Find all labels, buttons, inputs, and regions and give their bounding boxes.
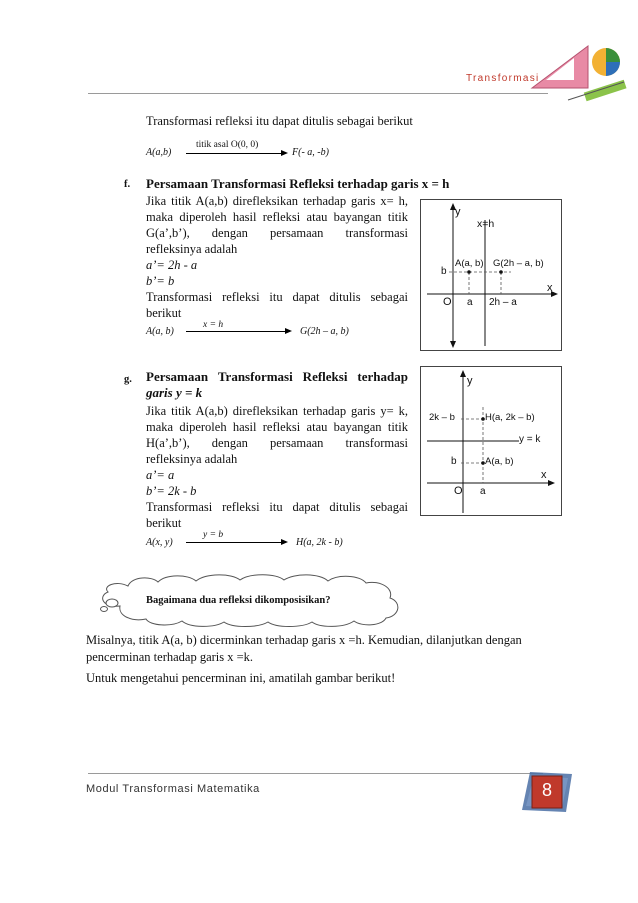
section-g-letter: g. <box>124 374 132 385</box>
intro-arrow-head <box>281 150 288 156</box>
section-f-line: berikut <box>146 306 182 320</box>
section-f-line: a’= 2h - a <box>146 258 198 272</box>
section-g-line: b’= 2k - b <box>146 484 197 498</box>
diagram-f-b-label: b <box>441 266 447 277</box>
section-g-map-label: y = b <box>203 530 224 540</box>
body-para1 <box>86 632 546 666</box>
intro-arrow-line <box>186 153 282 154</box>
diagram-g-point-a: A(a, b) <box>485 456 514 467</box>
section-f-line: b’= b <box>146 274 175 288</box>
page-number: 8 <box>541 780 552 800</box>
section-f-map-from: A(a, b) <box>146 326 174 337</box>
diagram-g-y-label: y <box>467 375 473 387</box>
diagram-f-image-x: 2h – a <box>489 297 517 308</box>
diagram-f-point-g: G(2h – a, b) <box>493 258 544 269</box>
section-g-map-to: H(a, 2k - b) <box>296 537 343 548</box>
header-title: Transformasi <box>466 73 540 84</box>
thought-cloud <box>98 572 414 628</box>
header-rule <box>88 93 548 94</box>
intro-map-to: F(- a, -b) <box>292 147 329 158</box>
section-g-body <box>146 403 408 531</box>
page-badge <box>516 766 578 818</box>
diagram-g-x-label: x <box>541 469 547 481</box>
diagram-g-h-label: 2k – b <box>429 412 455 423</box>
section-g-heading-line2: garis y = k <box>146 385 203 400</box>
section-g-map-from: A(x, y) <box>146 537 173 548</box>
section-g-heading-line1: Persamaan Transformasi Refleksi terhadap <box>146 369 408 384</box>
section-f-diagram <box>420 199 562 351</box>
diagram-f-a-label: a <box>467 297 473 308</box>
diagram-f-x-label: x <box>547 282 553 294</box>
intro-map-from: A(a,b) <box>146 147 172 158</box>
section-f-heading: Persamaan Transformasi Refleksi terhadap garis x = h <box>146 176 450 191</box>
section-f-line: G(a’,b’), dengan persamaan transformasi <box>146 226 408 240</box>
section-f-letter: f. <box>124 179 131 190</box>
section-g-line: Jika titik A(a,b) direfleksikan terhadap garis y= k, <box>146 404 408 418</box>
section-g-line: refleksinya adalah <box>146 452 238 466</box>
diagram-g-origin: O <box>454 485 463 497</box>
diagram-g-a-label: a <box>480 486 486 497</box>
cloud-text: Bagaimana dua refleksi dikomposisikan? <box>146 595 331 606</box>
footer-rule <box>88 773 543 774</box>
section-f-arrow-head <box>285 328 292 334</box>
diagram-f-y-label: y <box>455 206 461 218</box>
section-g-line: a’= a <box>146 468 175 482</box>
diagram-g-b-label: b <box>451 456 457 467</box>
section-g-line: maka diperoleh hasil refleksi atau bayangan titik <box>146 420 408 434</box>
section-f-map-to: G(2h – a, b) <box>300 326 349 337</box>
section-g-heading <box>146 369 408 401</box>
section-f-body <box>146 193 408 321</box>
stationery-icon <box>528 38 628 104</box>
diagram-f-origin: O <box>443 296 452 308</box>
section-f-line: maka diperoleh hasil refleksi atau bayangan titik <box>146 210 408 224</box>
section-f-map-label: x = h <box>203 320 224 330</box>
body-para2: Untuk mengetahui pencerminan ini, amatilah gambar berikut! <box>86 671 396 685</box>
diagram-f-point-a: A(a, b) <box>455 258 484 269</box>
footer-title: Modul Transformasi Matematika <box>86 783 260 795</box>
diagram-g-point-h: H(a, 2k – b) <box>485 412 535 423</box>
section-g-arrow-line <box>186 542 282 543</box>
diagram-f-line-label: x=h <box>477 218 495 230</box>
body-para1-line1: Misalnya, titik A(a, b) dicerminkan terhadap garis x =h. Kemudian, dilanjutkan dengan <box>86 633 522 647</box>
section-g-arrow-head <box>281 539 288 545</box>
section-g-line: berikut <box>146 516 182 530</box>
header-art <box>528 38 628 104</box>
section-g-line: Transformasi refleksi itu dapat ditulis sebagai <box>146 500 408 514</box>
section-f-line: Transformasi refleksi itu dapat ditulis sebagai <box>146 290 408 304</box>
section-f-line: refleksinya adalah <box>146 242 238 256</box>
intro-map-label: titik asal O(0, 0) <box>196 140 259 150</box>
section-f-arrow-line <box>186 331 286 332</box>
section-f-line: Jika titik A(a,b) direfleksikan terhadap garis x= h, <box>146 194 408 208</box>
section-g-line: H(a’,b’), dengan persamaan transformasi <box>146 436 408 450</box>
body-para1-line2: pencerminan terhadap garis x =k. <box>86 650 254 664</box>
diagram-g-line-label: y = k <box>519 434 541 445</box>
intro-text: Transformasi refleksi itu dapat ditulis sebagai berikut <box>146 114 413 128</box>
section-g-diagram <box>420 366 562 516</box>
